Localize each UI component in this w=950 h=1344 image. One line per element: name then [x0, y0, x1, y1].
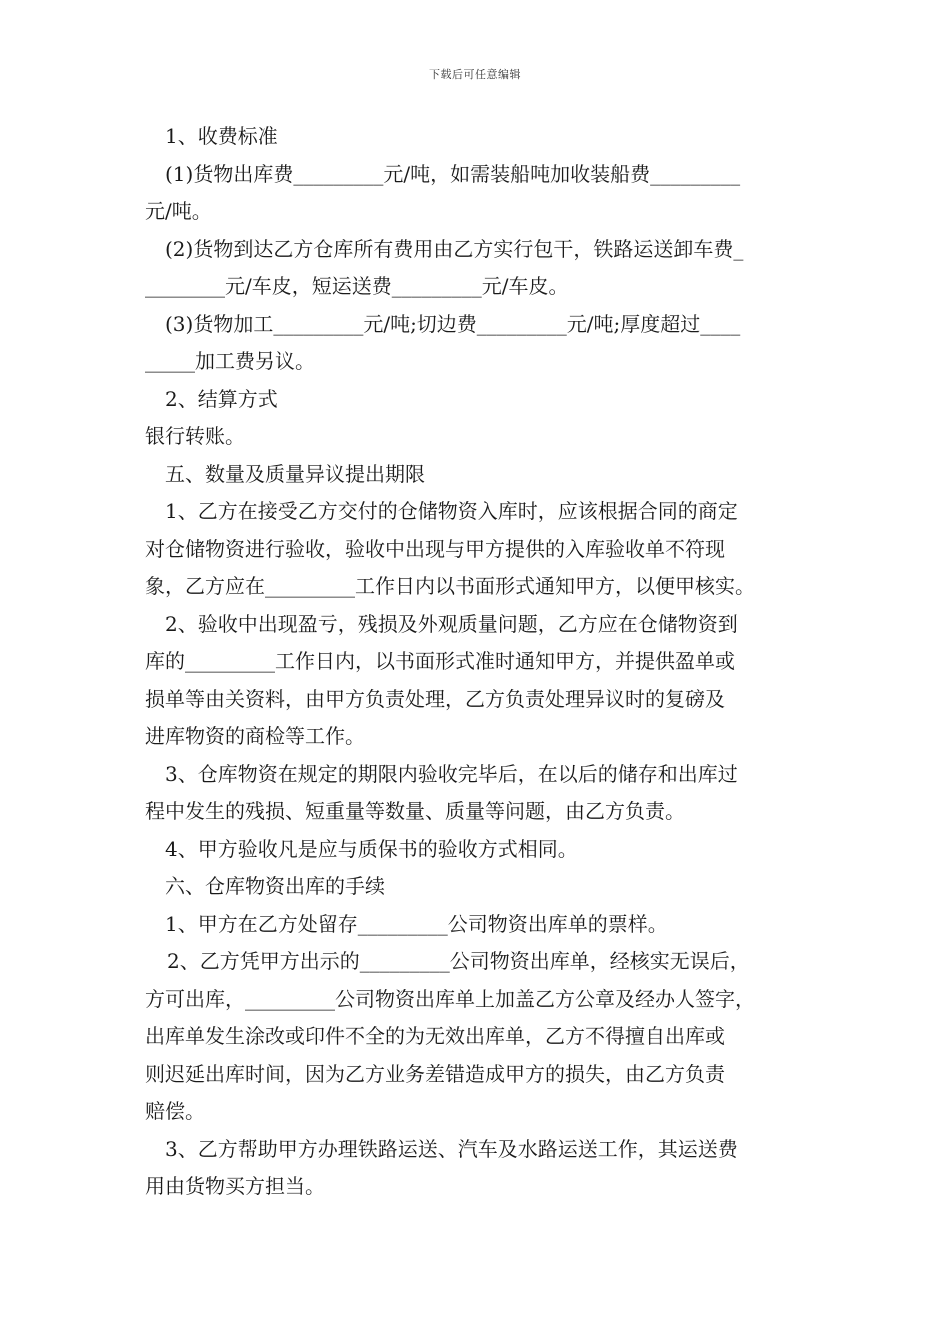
text-line: ________元/车皮，短运送费_________元/车皮。: [145, 274, 569, 298]
text-line: 3、乙方帮助甲方办理铁路运送、汽车及水路运送工作，其运送费: [165, 1136, 738, 1161]
text-line: (1)货物出库费_________元/吨，如需装船吨加收装船费_________: [165, 161, 741, 186]
page-header: 下载后可任意编辑: [429, 68, 521, 81]
text-line: 银行转账。: [145, 424, 245, 448]
text-line: 库的_________工作日内，以书面形式准时通知甲方，并提供盈单或: [145, 649, 735, 673]
document-body: [145, 118, 807, 1206]
text-line: 1、收费标准: [165, 124, 278, 148]
text-line: 象，乙方应在_________工作日内以书面形式通知甲方，以便甲核实。: [145, 574, 755, 598]
text-line: 对仓储物资进行验收，验收中出现与甲方提供的入库验收单不符现: [145, 536, 725, 561]
text-line: 出库单发生涂改或印件不全的为无效出库单，乙方不得擅自出库或: [145, 1024, 725, 1048]
text-line: 程中发生的残损、短重量等数量、质量等问题，由乙方负责。: [145, 799, 685, 823]
text-line: 1、甲方在乙方处留存_________公司物资出库单的票样。: [165, 911, 668, 936]
text-line: 进库物资的商检等工作。: [145, 724, 365, 748]
text-line: 2、验收中出现盈亏，残损及外观质量问题，乙方应在仓储物资到: [165, 611, 738, 636]
text-line: 3、仓库物资在规定的期限内验收完毕后，在以后的储存和出库过: [165, 761, 738, 786]
text-line: 方可出库，_________公司物资出库单上加盖乙方公章及经办人签字，: [145, 986, 755, 1011]
text-line: _____加工费另议。: [145, 349, 315, 373]
text-line: 4、甲方验收凡是应与质保书的验收方式相同。: [165, 836, 578, 861]
text-line: 则迟延出库时间，因为乙方业务差错造成甲方的损失，由乙方负责: [145, 1061, 725, 1086]
text-line: 元/吨。: [145, 199, 212, 223]
text-line: 赔偿。: [145, 1099, 205, 1123]
text-line: 1、乙方在接受乙方交付的仓储物资入库时，应该根据合同的商定: [165, 499, 738, 523]
text-line: (3)货物加工_________元/吨;切边费_________元/吨;厚度超过____: [165, 311, 741, 336]
text-line: 2、乙方凭甲方出示的_________公司物资出库单，经核实无误后，: [167, 949, 750, 973]
text-line: 六、仓库物资出库的手续: [165, 874, 385, 898]
text-line: (2)货物到达乙方仓库所有费用由乙方实行包干，铁路运送卸车费_: [165, 236, 744, 261]
text-line: 用由货物买方担当。: [145, 1174, 325, 1198]
text-line: 损单等由关资料，由甲方负责处理，乙方负责处理异议时的复磅及: [145, 686, 725, 711]
text-line: 五、数量及质量异议提出期限: [165, 461, 425, 486]
text-line: 2、结算方式: [165, 386, 278, 411]
